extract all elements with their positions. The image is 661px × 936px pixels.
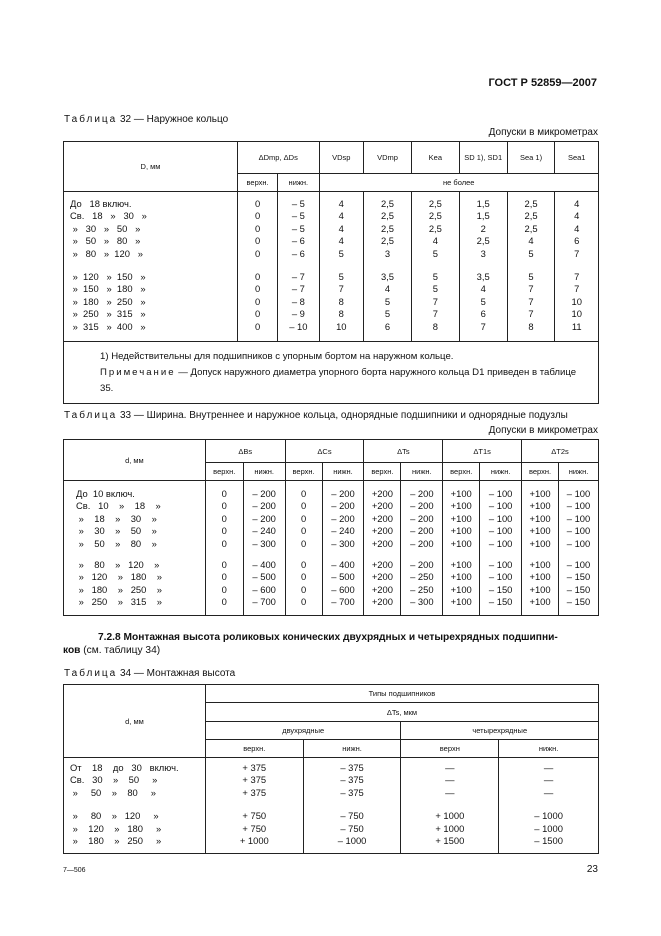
table-32-caption <box>64 114 228 125</box>
t33-col2-g2: 0 0 0 0 <box>300 559 307 608</box>
t33-col0-g2: 0 0 0 0 <box>221 559 227 608</box>
t33-col6-g1: +100 +100 +100 +100 +100 <box>450 488 472 549</box>
col-sea1: Sea1 <box>555 142 599 174</box>
t34-c3-g2: + 1000 + 1000 + 1500 <box>435 810 465 847</box>
t33-col3-g1: – 200 – 200 – 200 – 240 – 300 <box>331 488 355 549</box>
t33-col0-g1: 0 0 0 0 0 <box>221 488 227 549</box>
col-upper: верхн. <box>522 463 559 481</box>
col-lower: нижн. <box>303 740 401 758</box>
t34-c2-g2: – 750 – 750 – 1000 <box>337 810 367 847</box>
t32-lo-g2: – 7 – 7 – 8 – 9 – 10 <box>289 271 308 332</box>
t33-col4-g2: +200 +200 +200 +200 <box>371 559 393 608</box>
t32-vdmp-g2: 3,5 4 5 5 6 <box>380 271 395 332</box>
t32-vdsp-g2: 5 7 8 8 10 <box>336 271 347 332</box>
col-delta-cs: ΔCs <box>285 440 364 463</box>
table-34-caption <box>64 668 235 679</box>
t34-c4-g2: – 1000 – 1000 – 1500 <box>534 810 563 847</box>
col-d: d, мм <box>64 440 206 481</box>
col-delta-bs: ΔBs <box>205 440 285 463</box>
col-lower: нижн. <box>401 463 443 481</box>
caption-number: 32 <box>120 114 132 125</box>
col-delta-t1s: ΔT1s <box>443 440 522 463</box>
t33-col7-g2: – 100 – 100 – 150 – 150 <box>488 559 513 608</box>
caption-prefix: Таблица <box>64 410 118 421</box>
col-sea: Sea 1) <box>507 142 555 174</box>
t32-sea-g1: 2,5 2,5 2,5 4 5 <box>524 198 538 259</box>
caption-number: 34 <box>120 668 132 679</box>
caption-text: — Наружное кольцо <box>133 114 229 125</box>
t32-sd-g1: 1,5 1,5 2 2,5 3 <box>476 198 490 259</box>
col-upper: верхн <box>401 740 499 758</box>
t32-up-g1: 0 0 0 0 0 <box>254 198 261 259</box>
t33-col3-g2: – 400 – 500 – 600 – 700 <box>331 559 355 608</box>
t33-col7-g1: – 100 – 100 – 100 – 100 – 100 <box>488 488 513 549</box>
table-32 <box>63 141 599 404</box>
t34-c1-g1: + 375 + 375 + 375 <box>242 762 267 798</box>
t32-kea-g2: 5 5 7 7 8 <box>432 271 438 332</box>
col-lower: нижн. <box>559 463 599 481</box>
t33-col1-g2: – 400 – 500 – 600 – 700 <box>252 559 276 608</box>
t32-sea1-g1: 4 4 4 6 7 <box>574 198 580 259</box>
col-lower: нижн. <box>480 463 522 481</box>
t32-up-g2: 0 0 0 0 0 <box>254 271 261 332</box>
col-upper: верхн. <box>285 463 322 481</box>
section-heading-bold: ков <box>63 645 81 656</box>
col-delta-t2s: ΔT2s <box>522 440 599 463</box>
caption-prefix: Таблица <box>64 114 118 125</box>
table-34 <box>63 684 599 854</box>
col-d: D, мм <box>64 142 238 192</box>
col-kea: Kea <box>411 142 459 174</box>
t34-d-group2: » 80 » 120 » » 120 » 180 » » 180 » 250 » <box>72 810 162 847</box>
col-delta: ΔDmp, ΔDs <box>237 142 319 174</box>
col-delta-ts: ΔTs, мкм <box>205 703 598 722</box>
col-sd: SD 1), SD1 <box>459 142 507 174</box>
col-delta-ts: ΔTs <box>364 440 443 463</box>
t32-footnote: 1) Недействительны для подшипников с упорным бортом на наружном кольце. <box>100 351 454 363</box>
t33-col4-g1: +200 +200 +200 +200 +200 <box>371 488 393 549</box>
t33-col9-g2: – 100 – 150 – 150 – 150 <box>566 559 591 608</box>
col-upper: верхн. <box>205 463 243 481</box>
t32-vdsp-g1: 4 4 4 4 5 <box>338 198 344 259</box>
col-upper: верхн. <box>205 740 303 758</box>
col-lower: нижн. <box>499 740 599 758</box>
caption-number: 33 <box>120 410 132 421</box>
section-heading: 7.2.8 Монтажная высота роликовых конических двухрядных и четырехрядных подшипни- <box>98 632 558 643</box>
page-number: 23 <box>586 864 598 875</box>
section-heading-cont <box>63 645 160 656</box>
caption-text: — Монтажная высота <box>133 668 236 679</box>
col-upper: верхн. <box>237 174 277 192</box>
col-vdsp: VDsp <box>319 142 364 174</box>
section-heading-ref: (см. таблицу 34) <box>80 645 161 656</box>
col-upper: верхн. <box>443 463 480 481</box>
table-32-units: Допуски в микрометрах <box>488 127 598 138</box>
col-d: d, мм <box>64 685 206 758</box>
table-33 <box>63 439 599 616</box>
t34-d-group1: От 18 до 30 включ. Св. 30 » 50 » » 50 » 80 » <box>70 762 179 798</box>
t32-lo-g1: – 5 – 5 – 5 – 6 – 6 <box>291 198 305 259</box>
t32-d-group2: » 120 » 150 » » 150 » 180 » » 180 » 250 » » 250 » 315 » » 315 » 400 » <box>72 271 146 332</box>
col-upper: верхн. <box>364 463 401 481</box>
standard-header: ГОСТ Р 52859—2007 <box>488 77 597 89</box>
table-33-caption <box>64 410 568 421</box>
col-vdmp: VDmp <box>364 142 412 174</box>
t32-sea1-g2: 7 7 10 10 11 <box>571 271 582 332</box>
note-label: Примечание <box>100 367 176 379</box>
col-lower: нижн. <box>278 174 319 192</box>
col-types: Типы подшипников <box>205 685 598 703</box>
t32-sea-g2: 5 7 7 7 8 <box>528 271 534 332</box>
t32-d-group1: До 18 включ. Св. 18 » 30 » » 30 » 50 » » 50 » 80 » » 80 » 120 » <box>70 198 147 259</box>
t33-col5-g1: – 200 – 200 – 200 – 200 – 200 <box>410 488 434 549</box>
t34-c2-g1: – 375 – 375 – 375 <box>340 762 364 798</box>
t33-col5-g2: – 200 – 250 – 250 – 300 <box>410 559 434 608</box>
t34-c1-g2: + 750 + 750 + 1000 <box>239 810 269 847</box>
col-double-row: двухрядные <box>205 722 401 740</box>
t33-col8-g1: +100 +100 +100 +100 +100 <box>529 488 551 549</box>
t33-d-group1: До 10 включ. Св. 10 » 18 » » 18 » 30 » » 30 » 50 » » 50 » 80 » <box>76 488 161 549</box>
t34-c4-g1: — — — <box>543 762 554 798</box>
t33-col8-g2: +100 +100 +100 +100 <box>529 559 551 608</box>
note-text: — Допуск наружного диаметра упорного борта наружного кольца D1 приведен в таблице 35. <box>100 367 577 395</box>
t32-kea-g1: 2,5 2,5 2,5 4 5 <box>428 198 442 259</box>
t33-col9-g1: – 100 – 100 – 100 – 100 – 100 <box>566 488 591 549</box>
col-max: не более <box>319 174 599 192</box>
caption-prefix: Таблица <box>64 668 118 679</box>
t34-c3-g1: — — — <box>445 762 455 798</box>
col-four-row: четырехрядные <box>401 722 599 740</box>
t33-d-group2: » 80 » 120 » » 120 » 180 » » 180 » 250 » » 250 » 315 » <box>78 559 162 608</box>
t33-col1-g1: – 200 – 200 – 200 – 240 – 300 <box>252 488 276 549</box>
col-lower: нижн. <box>322 463 364 481</box>
table-33-units: Допуски в микрометрах <box>488 425 598 436</box>
caption-text: — Ширина. Внутреннее и наружное кольца, однорядные подшипники и однорядные подузлы <box>133 410 568 421</box>
print-code: 7—506 <box>63 867 86 874</box>
t33-col2-g1: 0 0 0 0 0 <box>300 488 307 549</box>
t32-vdmp-g1: 2,5 2,5 2,5 2,5 3 <box>380 198 395 259</box>
t32-sd-g2: 3,5 4 5 6 7 <box>476 271 490 332</box>
t33-col6-g2: +100 +100 +100 +100 <box>450 559 472 608</box>
col-lower: нижн. <box>243 463 285 481</box>
